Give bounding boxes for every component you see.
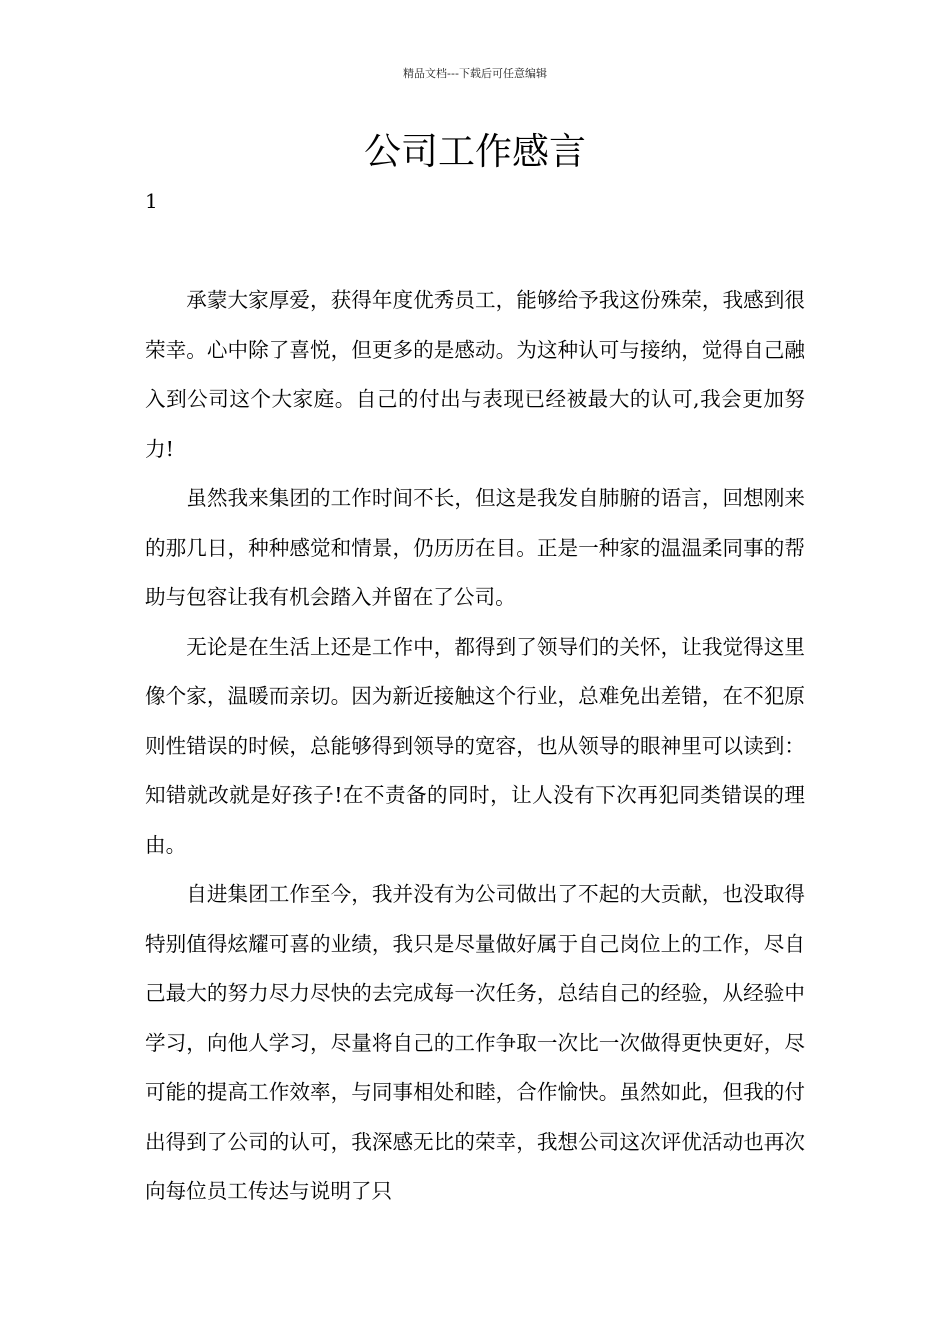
header-note: 精品文档---下载后可任意编辑 [403,67,547,80]
paragraph-3: 无论是在生活上还是工作中，都得到了领导们的关怀，让我觉得这里像个家，温暖而亲切。因为新近接触这个行业，总难免出差错，在不犯原则性错误的时候，总能够得到领导的宽容，也从领导的眼神里可以读到：知错就改就是好孩子!在不责备的同时，让人没有下次再犯同类错误的理由。 [145,634,805,857]
paragraph-1: 承蒙大家厚爱，获得年度优秀员工，能够给予我这份殊荣，我感到很荣幸。心中除了喜悦，但更多的是感动。为这种认可与接纳，觉得自己融入到公司这个大家庭。自己的付出与表现已经被最大的认可,我会更加努力! [145,288,805,461]
body-text [145,276,805,1217]
paragraph-2: 虽然我来集团的工作时间不长，但这是我发自肺腑的语言，回想刚来的那几日，种种感觉和情景，仍历历在目。正是一种家的温温柔同事的帮助与包容让我有机会踏入并留在了公司。 [145,486,805,609]
page-title: 公司工作感言 [364,130,586,173]
paragraph-4: 自进集团工作至今，我并没有为公司做出了不起的大贡献，也没取得特别值得炫耀可喜的业绩，我只是尽量做好属于自己岗位上的工作，尽自己最大的努力尽力尽快的去完成每一次任务，总结自己的经验，从经验中学习，向他人学习，尽量将自己的工作争取一次比一次做得更快更好，尽可能的提高工作效率，与同事相处和睦，合作愉快。虽然如此，但我的付出得到了公司的认可，我深感无比的荣幸，我想公司这次评优活动也再次向每位员工传达与说明了只 [145,882,805,1203]
page-number: 1 [145,189,158,213]
